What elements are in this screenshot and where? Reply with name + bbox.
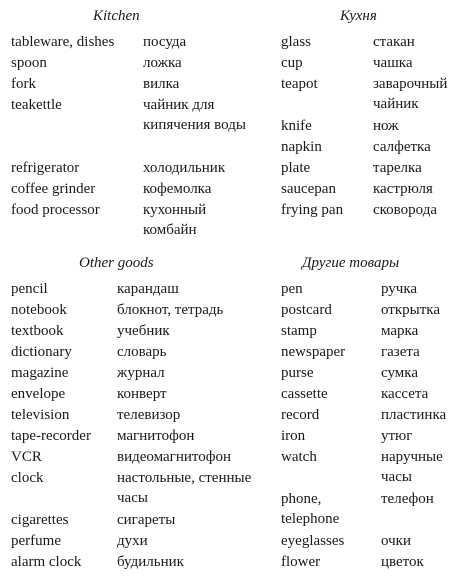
term-en: newspaper [281, 344, 346, 360]
term-ru: телевизор [117, 407, 181, 423]
term-en: refrigerator [11, 160, 80, 176]
term-en: tableware, dishes [11, 34, 115, 50]
heading-kitchen-en: Kitchen [93, 8, 140, 24]
term-ru: салфетка [373, 139, 431, 155]
term-ru: сковорода [373, 202, 438, 218]
term-ru: магнитофон [117, 428, 195, 444]
term-en: cup [281, 55, 303, 71]
term-ru: газета [381, 344, 420, 360]
term-en: glass [281, 34, 311, 50]
term-en: spoon [11, 55, 47, 71]
term-en: purse [281, 365, 314, 381]
term-en: magazine [11, 365, 69, 381]
term-ru: утюг [381, 428, 413, 444]
term-ru: ручка [381, 281, 418, 297]
term-en: frying pan [281, 202, 344, 218]
term-en: cigarettes [11, 512, 69, 528]
term-ru: стакан [373, 34, 415, 50]
term-ru: нож [373, 118, 399, 134]
term-ru: холодильник [143, 160, 226, 176]
term-ru: духи [117, 533, 148, 549]
term-ru: будильник [117, 554, 184, 570]
term-ru: словарь [117, 344, 167, 360]
term-en: television [11, 407, 70, 423]
term-en: watch [281, 449, 317, 465]
term-ru: кассета [381, 386, 429, 402]
term-ru: вилка [143, 76, 180, 92]
term-en: clock [11, 470, 44, 486]
term-en: phone, telephone [281, 491, 340, 527]
term-ru: журнал [117, 365, 165, 381]
term-en: postcard [281, 302, 332, 318]
term-en: alarm clock [11, 554, 82, 570]
term-en: flower [281, 554, 321, 570]
term-ru: чайник для кипячения воды [143, 97, 246, 133]
term-ru: заварочный чайник [373, 76, 448, 112]
term-en: plate [281, 160, 311, 176]
term-ru: блокнот, тетрадь [117, 302, 224, 318]
term-en: stamp [281, 323, 317, 339]
term-ru: сигареты [117, 512, 176, 528]
term-en: teapot [281, 76, 318, 92]
term-ru: наручные часы [381, 449, 443, 485]
term-en: pencil [11, 281, 48, 297]
term-ru: телефон [381, 491, 434, 507]
term-en: perfume [11, 533, 61, 549]
term-ru: кухонный комбайн [143, 202, 207, 238]
term-en: knife [281, 118, 312, 134]
term-en: saucepan [281, 181, 336, 197]
term-ru: пластинка [381, 407, 447, 423]
term-en: napkin [281, 139, 322, 155]
term-en: textbook [11, 323, 64, 339]
term-en: envelope [11, 386, 66, 402]
term-ru: марка [381, 323, 419, 339]
term-en: VCR [11, 449, 42, 465]
term-ru: настольные, стенные часы [117, 470, 252, 506]
term-en: tape-recorder [11, 428, 91, 444]
term-en: record [281, 407, 320, 423]
term-ru: очки [381, 533, 411, 549]
term-en: pen [281, 281, 303, 297]
term-en: dictionary [11, 344, 72, 360]
term-ru: цветок [381, 554, 424, 570]
term-en: fork [11, 76, 36, 92]
term-ru: сумка [381, 365, 418, 381]
term-ru: карандаш [117, 281, 179, 297]
term-ru: видеомагнитофон [117, 449, 231, 465]
term-ru: конверт [117, 386, 167, 402]
term-ru: чашка [373, 55, 413, 71]
term-en: eyeglasses [281, 533, 345, 549]
heading-other-en: Other goods [79, 255, 154, 271]
term-ru: кофемолка [143, 181, 212, 197]
term-en: food processor [11, 202, 100, 218]
heading-kitchen-ru: Кухня [340, 8, 377, 24]
term-en: notebook [11, 302, 67, 318]
term-en: teakettle [11, 97, 62, 113]
heading-other-ru: Другие товары [302, 255, 400, 271]
term-ru: кастрюля [373, 181, 433, 197]
term-en: iron [281, 428, 306, 444]
term-en: cassette [281, 386, 328, 402]
term-ru: учебник [117, 323, 170, 339]
term-ru: открытка [381, 302, 440, 318]
term-en: coffee grinder [11, 181, 96, 197]
term-ru: ложка [143, 55, 182, 71]
term-ru: посуда [143, 34, 187, 50]
term-ru: тарелка [373, 160, 422, 176]
